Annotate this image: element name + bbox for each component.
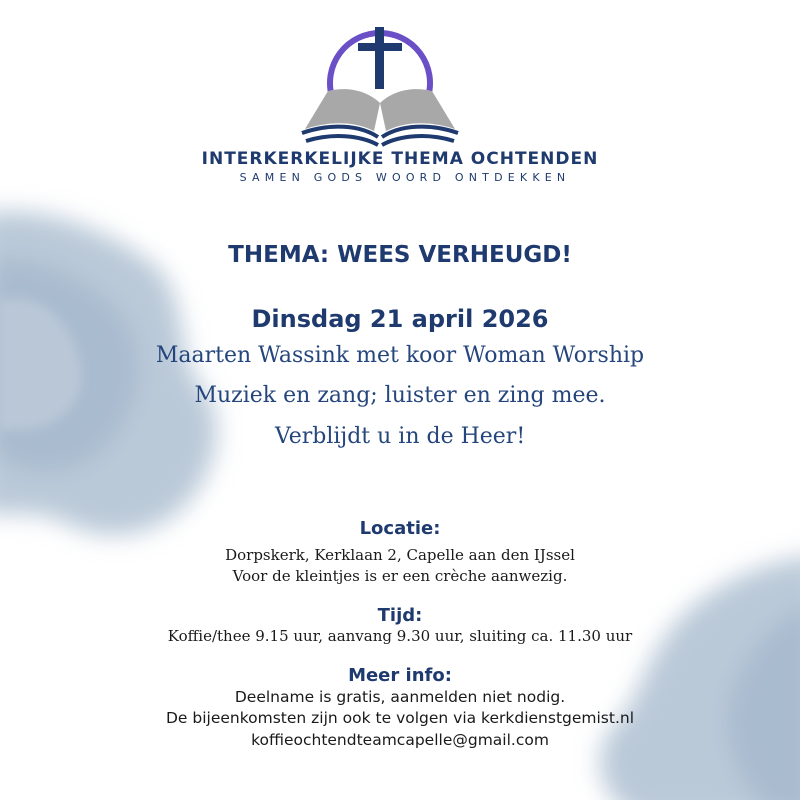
info-line-free: Deelname is gratis, aanmelden niet nodig. bbox=[234, 688, 566, 706]
event-line-music: Muziek en zang; luister en zing mee. bbox=[194, 383, 606, 408]
theme-heading: THEMA: WEES VERHEUGD! bbox=[228, 242, 572, 268]
location-address: Dorpskerk, Kerklaan 2, Capelle aan den IJssel bbox=[225, 546, 575, 564]
organization-title: INTERKERKELIJKE THEMA OCHTENDEN bbox=[201, 149, 599, 169]
location-creche-note: Voor de kleintjes is er een crèche aanwezig. bbox=[232, 567, 568, 585]
info-line-stream: De bijeenkomsten zijn ook te volgen via kerkdienstgemist.nl bbox=[165, 709, 635, 727]
location-heading: Locatie: bbox=[359, 518, 441, 539]
event-line-verse: Verblijdt u in de Heer! bbox=[274, 424, 526, 449]
info-heading: Meer info: bbox=[348, 665, 452, 686]
organization-subtitle: SAMEN GODS WOORD ONTDEKKEN bbox=[239, 171, 571, 184]
cross-bible-icon bbox=[290, 5, 470, 155]
time-heading: Tijd: bbox=[377, 605, 423, 626]
time-schedule: Koffie/thee 9.15 uur, aanvang 9.30 uur, sluiting ca. 11.30 uur bbox=[167, 627, 633, 645]
info-email[interactable]: koffieochtendteamcapelle@gmail.com bbox=[251, 731, 549, 749]
event-date: Dinsdag 21 april 2026 bbox=[251, 305, 549, 333]
event-line-speaker: Maarten Wassink met koor Woman Worship bbox=[155, 343, 645, 368]
